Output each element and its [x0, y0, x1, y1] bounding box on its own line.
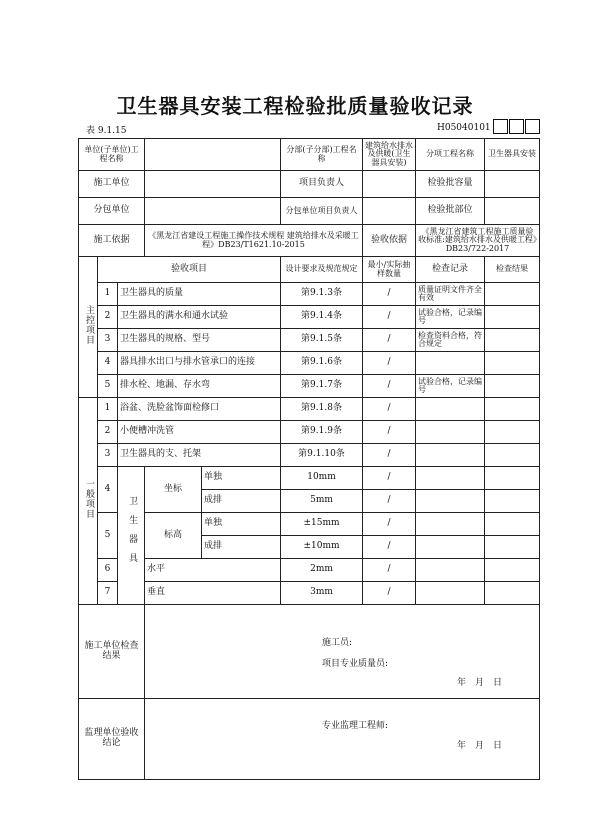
construction-unit-value[interactable] — [145, 171, 281, 198]
table-row — [79, 444, 540, 467]
row-number: 2 — [98, 421, 118, 444]
level-label: 水平 — [145, 559, 281, 582]
table-row — [79, 283, 540, 306]
row-req: 第9.1.8条 — [281, 398, 363, 421]
basis-label: 施工依据 — [79, 225, 145, 257]
row-sample: / — [363, 329, 416, 352]
row-record[interactable] — [416, 467, 485, 490]
general-label-cell — [79, 398, 98, 605]
fixture-label: 卫生器具 — [126, 495, 137, 572]
page-title: 卫生器具安装工程检验批质量验收记录 — [116, 94, 474, 118]
construction-check-label: 施工单位检查结果 — [79, 605, 145, 699]
construction-date: 年 月 日 — [457, 678, 503, 688]
table-row — [79, 513, 540, 536]
subunit-label: 分部(子分部)工程名称 — [281, 139, 363, 171]
row-req: 10mm — [281, 467, 363, 490]
row-req: 第9.1.4条 — [281, 306, 363, 329]
row-sample: / — [363, 352, 416, 375]
row-sample: / — [363, 536, 416, 559]
item-label: 分项工程名称 — [416, 139, 485, 171]
col-req-header: 设计要求及规范规定 — [281, 257, 363, 283]
row-result[interactable] — [485, 375, 540, 398]
row-record[interactable] — [416, 398, 485, 421]
row-sample: / — [363, 559, 416, 582]
row-result[interactable] — [485, 421, 540, 444]
general-label: 一般项目 — [83, 479, 94, 520]
row-number: 3 — [98, 444, 118, 467]
main-control-label-cell — [79, 257, 98, 398]
table-row — [79, 398, 540, 421]
code-box[interactable] — [525, 119, 540, 134]
row-label: 成排 — [202, 490, 281, 513]
elev-label: 标高 — [145, 513, 202, 559]
row-sample: / — [363, 490, 416, 513]
supervision-date: 年 月 日 — [457, 741, 503, 751]
col-record-header: 检查记录 — [416, 257, 485, 283]
row-result[interactable] — [485, 329, 540, 352]
table-row — [79, 559, 540, 582]
form-code: H05040101 — [437, 123, 491, 133]
builder-label: 施工员: — [322, 638, 353, 648]
subcontract-unit-value[interactable] — [145, 198, 281, 225]
row-record[interactable] — [416, 536, 485, 559]
row-number: 5 — [98, 375, 118, 398]
project-manager-label: 项目负责人 — [281, 171, 363, 198]
row-number: 4 — [98, 352, 118, 375]
row-item: 卫生器具的支、托架 — [118, 444, 281, 467]
row-record: 检查资料合格，符合规定 — [416, 329, 485, 352]
row-number: 3 — [98, 329, 118, 352]
row-item: 卫生器具的规格、型号 — [118, 329, 281, 352]
col-sample-header: 最小/实际抽样数量 — [363, 257, 416, 283]
supervision-check-label: 监理单位验收结论 — [79, 699, 145, 780]
subunit-value: 建筑给水排水及供暖(卫生器具安装) — [363, 139, 416, 171]
row-item: 排水栓、地漏、存水弯 — [118, 375, 281, 398]
row-number: 5 — [98, 513, 118, 559]
row-record[interactable] — [416, 421, 485, 444]
batch-capacity-value[interactable] — [485, 171, 540, 198]
code-box[interactable] — [493, 119, 508, 134]
row-sample: / — [363, 582, 416, 605]
subcontract-manager-label: 分包单位项目负责人 — [281, 198, 363, 225]
row-item: 器具排水出口与排水管承口的连接 — [118, 352, 281, 375]
row-req: 5mm — [281, 490, 363, 513]
row-sample: / — [363, 283, 416, 306]
row-sample: / — [363, 421, 416, 444]
unit-label: 单位(子单位)工程名称 — [79, 139, 145, 171]
row-record[interactable] — [416, 490, 485, 513]
row-result[interactable] — [485, 398, 540, 421]
subcontract-unit-label: 分包单位 — [79, 198, 145, 225]
batch-capacity-label: 检验批容量 — [416, 171, 485, 198]
code-boxes[interactable] — [493, 119, 540, 134]
table-row — [79, 329, 540, 352]
project-manager-value[interactable] — [363, 171, 416, 198]
subcontract-manager-value[interactable] — [363, 198, 416, 225]
row-req: 2mm — [281, 559, 363, 582]
single-label: 单独 — [202, 513, 281, 536]
supervisor-label: 专业监理工程师: — [322, 721, 389, 731]
row-req: 第9.1.6条 — [281, 352, 363, 375]
row-sample: / — [363, 444, 416, 467]
row-record: 质量证明文件齐全有效 — [416, 283, 485, 306]
unit-value[interactable] — [145, 139, 281, 171]
row-number: 7 — [98, 582, 118, 605]
row-sample: / — [363, 513, 416, 536]
item-value: 卫生器具安装 — [485, 139, 540, 171]
row-number: 1 — [98, 283, 118, 306]
row-req: 第9.1.7条 — [281, 375, 363, 398]
row-item: 卫生器具的质量 — [118, 283, 281, 306]
row-number: 6 — [98, 559, 118, 582]
row-record: 试验合格，记录编号 — [416, 375, 485, 398]
quality-officer-label: 项目专业质量员: — [322, 659, 389, 669]
row-result[interactable] — [485, 352, 540, 375]
row-record[interactable] — [416, 513, 485, 536]
row-result[interactable] — [485, 490, 540, 513]
code-box[interactable] — [509, 119, 524, 134]
row-result[interactable] — [485, 513, 540, 536]
table-row — [79, 582, 540, 605]
row-req: ±15mm — [281, 513, 363, 536]
row-result[interactable] — [485, 582, 540, 605]
row-req: 第9.1.10条 — [281, 444, 363, 467]
batch-location-value[interactable] — [485, 198, 540, 225]
row-req: 第9.1.5条 — [281, 329, 363, 352]
row-record: 试验合格，记录编号 — [416, 306, 485, 329]
row-number: 1 — [98, 398, 118, 421]
fixture-label-cell — [118, 467, 145, 605]
row-result[interactable] — [485, 536, 540, 559]
row-record[interactable] — [416, 559, 485, 582]
row-number: 4 — [98, 467, 118, 513]
table-row — [79, 306, 540, 329]
row-sample: / — [363, 306, 416, 329]
batch-location-label: 检验批部位 — [416, 198, 485, 225]
table-row — [79, 352, 540, 375]
row-result[interactable] — [485, 467, 540, 490]
row-number: 2 — [98, 306, 118, 329]
row-sample: / — [363, 398, 416, 421]
row-result[interactable] — [485, 559, 540, 582]
row-record[interactable] — [416, 582, 485, 605]
table-row — [79, 421, 540, 444]
table-row — [79, 375, 540, 398]
main-control-label: 主控项目 — [83, 305, 94, 346]
row-item: 小便槽冲洗管 — [118, 421, 281, 444]
acceptance-label: 验收依据 — [363, 225, 416, 257]
table-row — [79, 467, 540, 490]
row-result[interactable] — [485, 283, 540, 306]
vertical-label: 垂直 — [145, 582, 281, 605]
row-label: 成排 — [202, 536, 281, 559]
row-record — [416, 352, 485, 375]
coord-label: 坐标 — [145, 467, 202, 513]
row-result[interactable] — [485, 306, 540, 329]
row-record[interactable] — [416, 444, 485, 467]
row-req: 3mm — [281, 582, 363, 605]
row-req: 第9.1.9条 — [281, 421, 363, 444]
row-sample: / — [363, 375, 416, 398]
row-result[interactable] — [485, 444, 540, 467]
single-label: 单独 — [202, 467, 281, 490]
row-sample: / — [363, 467, 416, 490]
basis-value: 《黑龙江省建设工程施工操作技术规程 建筑给排水及采暖工程》DB23/T1621.10-2015 — [145, 225, 363, 257]
col-result-header: 检查结果 — [485, 257, 540, 283]
row-req: ±10mm — [281, 536, 363, 559]
table-number: 表 9.1.15 — [86, 126, 127, 136]
acceptance-value: 《黑龙江省建筑工程施工质量验收标准:建筑给水排水及供暖工程》DB23/722-2017 — [416, 225, 540, 257]
col-item-header: 验收项目 — [98, 257, 281, 283]
row-item: 卫生器具的满水和通水试验 — [118, 306, 281, 329]
construction-unit-label: 施工单位 — [79, 171, 145, 198]
row-item: 浴盆、洗脸盆饰面检修口 — [118, 398, 281, 421]
row-req: 第9.1.3条 — [281, 283, 363, 306]
